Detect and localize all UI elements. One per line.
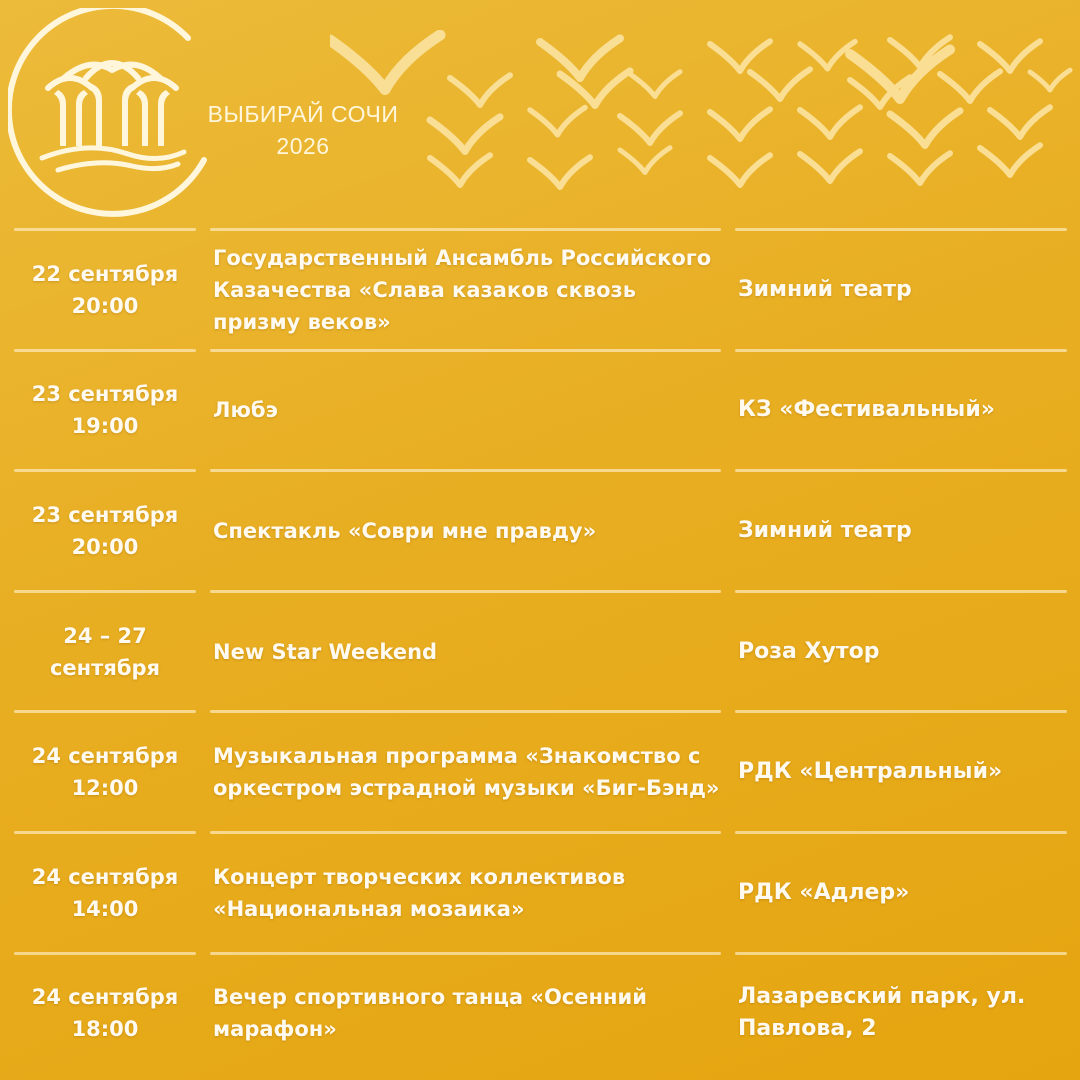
event-row <box>0 590 1080 711</box>
event-venue: Роза Хутор <box>738 638 880 664</box>
event-time: 20:00 <box>71 293 139 318</box>
event-row <box>0 228 1080 349</box>
event-time: сентября <box>49 655 161 680</box>
seagull-icon <box>530 157 590 187</box>
seagull-icon <box>330 35 440 89</box>
seagull-icon <box>620 113 680 143</box>
event-date: 23 сентября <box>31 502 179 527</box>
event-venue-cell <box>738 955 1068 1073</box>
event-venue: Зимний театр <box>738 517 912 543</box>
seagull-icon <box>630 72 680 97</box>
event-venue-cell <box>738 593 1068 711</box>
seagull-icon <box>750 69 810 99</box>
event-datetime <box>14 352 196 470</box>
seagull-icon <box>800 107 860 137</box>
event-date: 24 сентября <box>31 744 179 769</box>
event-title-cell <box>213 713 723 831</box>
event-title: New Star Weekend <box>213 639 438 664</box>
event-time: 19:00 <box>71 414 139 439</box>
seagull-icon <box>940 71 1000 101</box>
event-venue-cell <box>738 352 1068 470</box>
event-date: 24 сентября <box>31 985 179 1010</box>
brand-title: ВЫБИРАЙ СОЧИ <box>207 101 399 127</box>
event-venue: Лазаревский парк, ул. Павлова, 2 <box>738 984 1026 1042</box>
seagull-icon <box>710 155 770 185</box>
seagull-icon <box>530 108 585 135</box>
seagull-icon <box>890 153 950 183</box>
seagull-icon <box>1030 70 1070 90</box>
event-title-cell <box>213 593 723 711</box>
seagull-icon <box>430 117 500 152</box>
seagull-icon <box>980 41 1040 71</box>
event-title: Любэ <box>213 398 278 423</box>
event-venue: КЗ «Фестивальный» <box>738 397 995 423</box>
event-row <box>0 469 1080 590</box>
event-row <box>0 831 1080 952</box>
event-datetime <box>14 593 196 711</box>
seagull-icon <box>560 71 630 106</box>
event-title: Государственный Ансамбль Российского Казачества «Слава казаков сквозь призму веков» <box>213 245 712 334</box>
event-time: 12:00 <box>71 776 139 801</box>
seagull-icon <box>620 148 670 173</box>
event-time: 20:00 <box>71 534 139 559</box>
sochi-logo <box>8 8 224 224</box>
seagull-icon <box>710 41 770 71</box>
event-title-cell <box>213 472 723 590</box>
seagull-icon <box>430 155 490 185</box>
event-title: Концерт творческих коллективов «Национальная мозаика» <box>213 864 626 921</box>
event-date: 24 – 27 <box>63 623 147 648</box>
event-date: 22 сентября <box>31 261 179 286</box>
event-title-cell <box>213 231 723 349</box>
seagull-icon <box>710 109 770 139</box>
event-row <box>0 710 1080 831</box>
seagulls-decoration <box>330 30 1080 200</box>
event-row <box>0 349 1080 470</box>
event-time: 18:00 <box>71 1017 139 1042</box>
seagull-icon <box>890 111 960 146</box>
seagull-icon <box>540 38 620 78</box>
event-datetime <box>14 472 196 590</box>
event-venue-cell <box>738 231 1068 349</box>
event-date: 23 сентября <box>31 382 179 407</box>
seagull-icon <box>980 145 1040 175</box>
events-table <box>0 228 1080 1072</box>
event-datetime <box>14 955 196 1073</box>
seagull-icon <box>450 75 510 105</box>
event-venue: РДК «Адлер» <box>738 879 910 905</box>
event-venue-cell <box>738 472 1068 590</box>
event-datetime <box>14 713 196 831</box>
event-venue: Зимний театр <box>738 276 912 302</box>
event-venue: РДК «Центральный» <box>738 759 1003 785</box>
seagull-icon <box>990 107 1050 137</box>
event-title: Вечер спортивного танца «Осенний марафон» <box>213 985 647 1042</box>
event-title-cell <box>213 955 723 1073</box>
event-venue-cell <box>738 834 1068 952</box>
event-datetime <box>14 834 196 952</box>
event-date: 24 сентября <box>31 864 179 889</box>
event-time: 14:00 <box>71 896 139 921</box>
brand-year: 2026 <box>276 133 330 159</box>
event-row <box>0 952 1080 1073</box>
event-venue-cell <box>738 713 1068 831</box>
event-title-cell <box>213 352 723 470</box>
event-title-cell <box>213 834 723 952</box>
event-title: Музыкальная программа «Знакомство с оркестром эстрадной музыки «Биг-Бэнд» <box>213 744 720 801</box>
event-datetime <box>14 231 196 349</box>
event-title: Спектакль «Соври мне правду» <box>213 518 597 543</box>
seagull-icon <box>800 151 860 181</box>
